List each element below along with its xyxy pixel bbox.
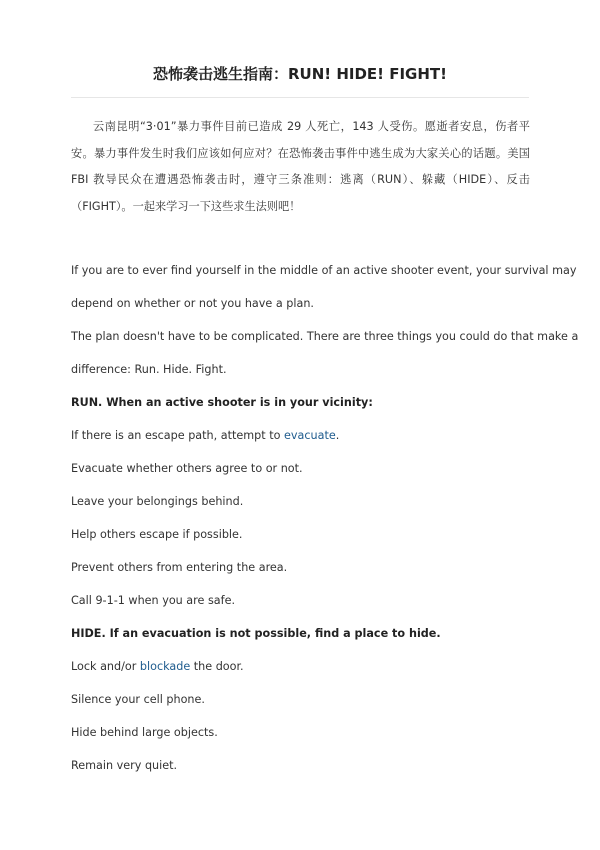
hide-heading-text: HIDE. If an evacuation is not possible, find a place to hide.: [71, 627, 441, 640]
article-title: 恐怖袭击逃生指南：RUN! HIDE! FIGHT!: [152, 65, 447, 83]
hide-tip: [71, 650, 541, 683]
run-tip: Call 9-1-1 when you are safe.: [71, 594, 236, 607]
intro-paragraph: 云南昆明“3·01”暴力事件目前已造成 29 人死亡，143 人受伤。愿逝者安息，伤者平安。暴力事件发生时我们应该如何应对？在恐怖袭击事件中逃生成为大家关心的话题。美国 FBI 教导民众在遭遇恐怖袭击时，遵守三条准则：逃离（RUN）、躲藏（HIDE）、反击（FIGHT）。一起来学习一下这些求生法则吧！: [71, 120, 530, 213]
hide-tip-text: Lock and/or: [71, 660, 140, 673]
hide-tip: Hide behind large objects.: [71, 726, 218, 739]
paragraph-line: The plan doesn't have to be complicated. There are three things you could do that make a: [71, 330, 579, 343]
run-heading-text: RUN. When an active shooter is in your: [71, 396, 323, 409]
evacuate-link[interactable]: evacuate: [284, 429, 336, 442]
hide-tip-text-end: the door.: [190, 660, 244, 673]
paragraph-line: If you are to ever find yourself in the middle of an active shooter event, your survival may: [71, 264, 577, 277]
run-heading: [71, 386, 541, 419]
run-tip: Evacuate whether others agree to or not.: [71, 462, 303, 475]
title-divider: [71, 97, 529, 98]
run-tip: [71, 419, 541, 452]
hide-heading: [71, 617, 541, 650]
hide-tip: Remain very quiet.: [71, 759, 178, 772]
hide-tip: Silence your cell phone.: [71, 693, 205, 706]
paragraph-line: depend on whether or not you have a plan.: [71, 297, 314, 310]
run-heading-colon: :: [368, 396, 373, 409]
run-tip: Prevent others from entering the area.: [71, 561, 288, 574]
vicinity-link[interactable]: vicinity: [322, 396, 369, 409]
run-tip: Leave your belongings behind.: [71, 495, 244, 508]
blockade-link[interactable]: blockade: [139, 660, 191, 673]
paragraph-line: difference: Run. Hide. Fight.: [71, 363, 227, 376]
run-tip-period: .: [335, 429, 340, 442]
article-body: [71, 254, 579, 782]
run-tip-text: If there is an escape path, attempt to: [71, 429, 284, 442]
run-tip: Help others escape if possible.: [71, 528, 243, 541]
